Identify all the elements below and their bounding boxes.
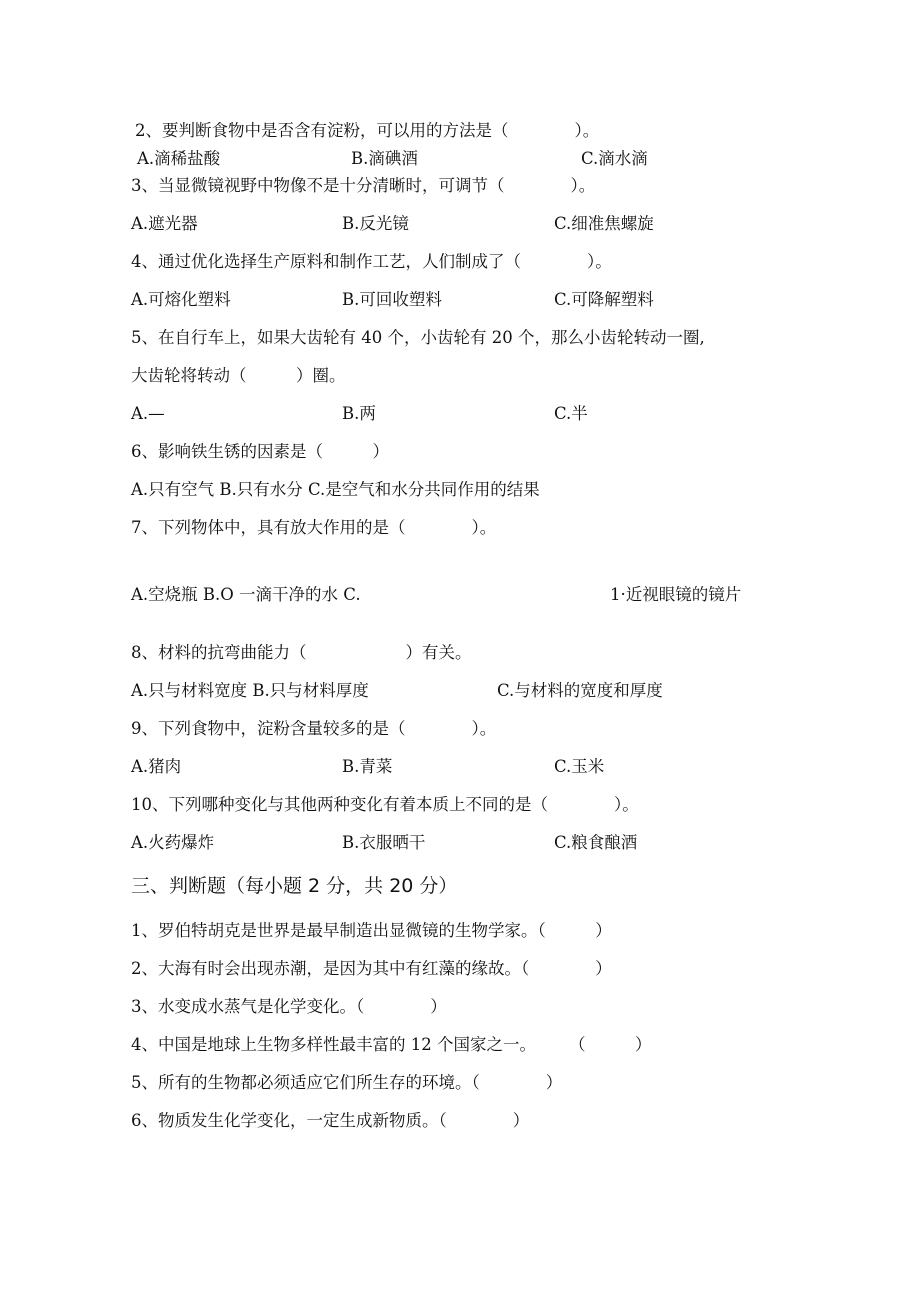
question-2-option-a: A.滴稀盐酸 [137, 149, 221, 168]
judgement-item-4: 4、中国是地球上生物多样性最丰富的 12 个国家之一。 （ ） [131, 1035, 652, 1054]
question-9-option-c: C.玉米 [554, 757, 605, 776]
question-10-stem: 10、下列哪种变化与其他两种变化有着本质上不同的是（ ）。 [131, 795, 639, 814]
question-10-option-b: B.衣服晒干 [342, 833, 426, 852]
question-6-stem: 6、影响铁生锈的因素是（ ） [131, 442, 389, 461]
question-8-options-ab: A.只与材料宽度 B.只与材料厚度 [131, 681, 369, 700]
question-9-stem: 9、下列食物中，淀粉含量较多的是（ ）。 [131, 719, 497, 738]
question-4-option-c: C.可降解塑料 [554, 290, 654, 309]
question-8-stem: 8、材料的抗弯曲能力（ ）有关。 [131, 643, 472, 662]
question-7-stem: 7、下列物体中，具有放大作用的是（ ）。 [131, 518, 497, 537]
question-5-stem-line1: 5、在自行车上，如果大齿轮有 40 个，小齿轮有 20 个，那么小齿轮转动一圈, [131, 328, 705, 347]
question-7-options-left: A.空烧瓶 B.O 一滴干净的水 C. [131, 585, 361, 604]
question-5-option-a: A.— [131, 404, 165, 423]
question-4-stem: 4、通过优化选择生产原料和制作工艺，人们制成了（ ）。 [131, 252, 612, 271]
question-5-option-c: C.半 [554, 404, 588, 423]
judgement-item-2: 2、大海有时会出现赤潮，是因为其中有红藻的缘故。（ ） [131, 959, 612, 978]
question-6-options: A.只有空气 B.只有水分 C.是空气和水分共同作用的结果 [131, 480, 540, 499]
question-4-option-a: A.可熔化塑料 [131, 290, 231, 309]
question-7-options-right: 1·近视眼镜的镜片 [610, 585, 742, 604]
section-3-heading: 三、判断题（每小题 2 分，共 20 分） [131, 875, 458, 897]
question-3-option-a: A.遮光器 [131, 214, 198, 233]
question-5-stem-line2: 大齿轮将转动（ ）圈。 [131, 366, 346, 385]
question-9-option-b: B.青菜 [342, 757, 393, 776]
question-2-stem: 2、要判断食物中是否含有淀粉，可以用的方法是（ ）。 [135, 121, 600, 140]
judgement-item-6: 6、物质发生化学变化，一定生成新物质。（ ） [131, 1111, 530, 1130]
question-10-option-c: C.粮食酿酒 [554, 833, 638, 852]
judgement-item-1: 1、罗伯特胡克是世界是最早制造出显微镜的生物学家。（ ） [131, 921, 612, 940]
question-3-option-b: B.反光镜 [342, 214, 409, 233]
question-2-option-c: C.滴水滴 [581, 149, 648, 168]
judgement-item-3: 3、水变成水蒸气是化学变化。（ ） [131, 997, 447, 1016]
question-5-option-b: B.两 [342, 404, 376, 423]
question-2-option-b: B.滴碘酒 [351, 149, 418, 168]
question-3-option-c: C.细准焦螺旋 [554, 214, 654, 233]
question-3-stem: 3、当显微镜视野中物像不是十分清晰时，可调节（ ）。 [131, 176, 596, 195]
question-4-option-b: B.可回收塑料 [342, 290, 442, 309]
question-9-option-a: A.猪肉 [131, 757, 182, 776]
judgement-item-5: 5、所有的生物都必须适应它们所生存的环境。（ ） [131, 1073, 563, 1092]
question-10-option-a: A.火药爆炸 [131, 833, 215, 852]
question-8-option-c: C.与材料的宽度和厚度 [497, 681, 663, 700]
